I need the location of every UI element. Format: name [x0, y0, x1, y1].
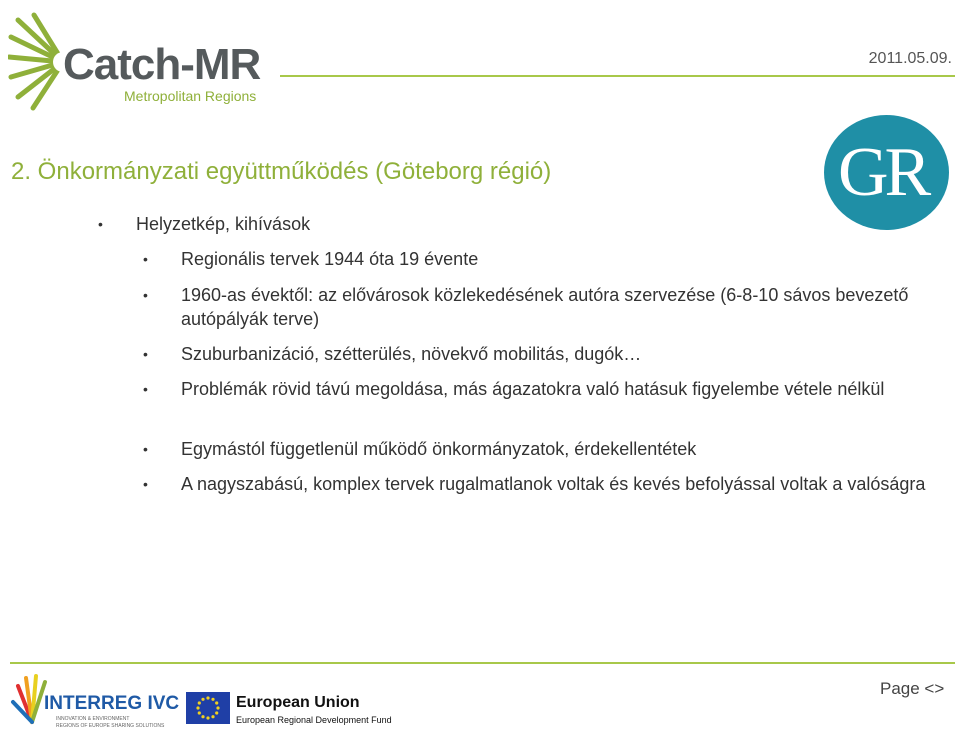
sunburst-icon	[8, 12, 68, 112]
eu-subtitle: European Regional Development Fund	[236, 715, 392, 725]
bullet-dot: •	[143, 251, 148, 267]
logo-name: Catch-MR	[63, 40, 261, 89]
logo-subtitle: Metropolitan Regions	[124, 88, 257, 104]
gr-logo-text: GR	[838, 134, 928, 211]
bullet-level2	[143, 283, 941, 331]
bullet-text: 1960-as évektől: az elővárosok közlekedésének autóra szervezése (6-8-10 sávos bevezető autópályák terve)	[181, 285, 909, 329]
bullet-level1	[98, 212, 311, 236]
interreg-logo	[10, 672, 182, 732]
interreg-title: INTERREG IVC	[44, 693, 180, 714]
interreg-sub2: REGIONS OF EUROPE SHARING SOLUTIONS	[56, 723, 165, 729]
bullet-text: Problémák rövid távú megoldása, más ágazatokra való hatásuk figyelembe vétele nélkül	[181, 379, 885, 399]
footer-rule	[10, 662, 955, 664]
page-number: Page <>	[880, 679, 945, 698]
bullet-dot: •	[143, 476, 148, 492]
bullet-level2	[143, 472, 941, 496]
slide-date: 2011.05.09.	[868, 50, 952, 67]
bullet-level2	[143, 247, 941, 271]
bullet-level2	[143, 437, 941, 461]
eu-logo	[186, 692, 392, 730]
bullet-dot: •	[98, 216, 103, 232]
bullet-dot: •	[143, 287, 148, 303]
eu-flag-icon	[186, 692, 230, 724]
bullet-level2	[143, 377, 941, 401]
gr-logo	[824, 115, 949, 230]
slide-title: 2. Önkormányzati együttműködés (Göteborg régió)	[11, 158, 552, 185]
bullet-dot: •	[143, 346, 148, 362]
bullet-text: Regionális tervek 1944 óta 19 évente	[181, 249, 479, 269]
bullet-dot: •	[143, 441, 148, 457]
interreg-sub1: INNOVATION & ENVIRONMENT	[56, 716, 130, 722]
catch-mr-logo	[8, 8, 278, 118]
header-rule	[280, 75, 955, 77]
bullet-level2	[143, 342, 941, 366]
bullet-text: Szuburbanizáció, szétterülés, növekvő mobilitás, dugók…	[181, 344, 642, 364]
bullet-text: Egymástól függetlenül működő önkormányzatok, érdekellentétek	[181, 439, 697, 459]
bullet-dot: •	[143, 381, 148, 397]
bullet-text: A nagyszabású, komplex tervek rugalmatlanok voltak és kevés befolyással voltak a valóságra	[181, 474, 926, 494]
eu-title: European Union	[236, 694, 360, 711]
bullet-text: Helyzetkép, kihívások	[136, 214, 311, 234]
